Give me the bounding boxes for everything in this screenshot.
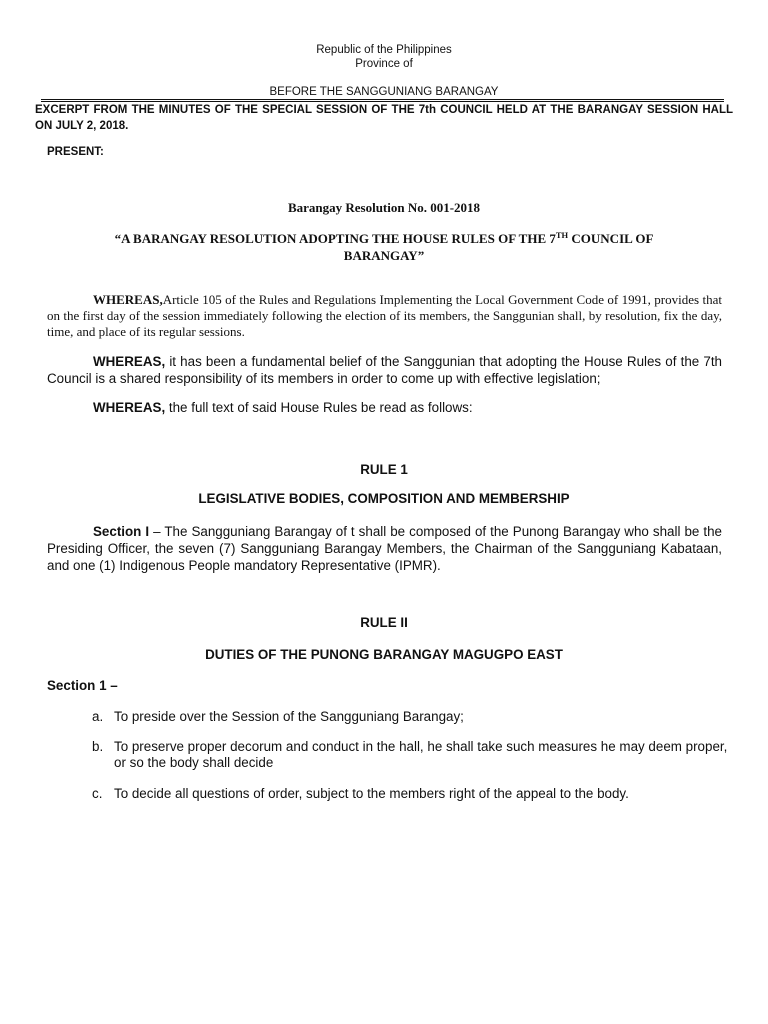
header-province: Province of <box>355 58 413 70</box>
rule1-title: LEGISLATIVE BODIES, COMPOSITION AND MEMBERSHIP <box>198 491 570 506</box>
excerpt-paragraph: EXCERPT FROM THE MINUTES OF THE SPECIAL SESSION OF THE 7th COUNCIL HELD AT THE BARANGAY SESSION HALL ON JULY 2, 2018. <box>35 104 733 132</box>
whereas-text: it has been a fundamental belief of the Sanggunian that adopting the House Rules of the 7th Council is a shared responsibility of its members in order to come up with effective legislation; <box>47 354 722 386</box>
rule2-title: DUTIES OF THE PUNONG BARANGAY MAGUGPO EAST <box>205 647 563 662</box>
whereas-lead: WHEREAS, <box>93 400 166 415</box>
list-marker: c. <box>92 786 103 801</box>
resolution-number: Barangay Resolution No. 001-2018 <box>287 200 481 215</box>
list-item-text: To preserve proper decorum and conduct in the hall, he shall take such measures he may deem proper, or so the body shall decide <box>114 739 728 770</box>
header-before-sanggunian: BEFORE THE SANGGUNIANG BARANGAY <box>269 86 499 98</box>
section-lead: Section I <box>93 524 150 539</box>
duty-list-item <box>92 709 732 725</box>
resolution-title <box>80 230 688 264</box>
header-republic: Republic of the Philippines <box>316 44 452 56</box>
whereas-text: Article 105 of the Rules and Regulations Implementing the Local Government Code of 1991, provides that on the first day of the session immediately following the election of its members, the Sanggunian shall, by resolution, fix the day, time, and place of its regular sessions. <box>47 292 722 339</box>
whereas-text: the full text of said House Rules be read as follows: <box>165 400 473 415</box>
header-divider-top <box>41 99 724 100</box>
whereas-paragraph-1 <box>47 292 722 340</box>
whereas-paragraph-2 <box>47 353 722 387</box>
duty-list-item <box>92 786 732 802</box>
list-item-text: To decide all questions of order, subject to the members right of the appeal to the body. <box>114 786 629 801</box>
list-marker: b. <box>92 739 104 754</box>
whereas-lead: WHEREAS, <box>93 292 163 307</box>
duty-list-item <box>92 739 732 771</box>
section-text: – The Sangguniang Barangay of t shall be composed of the Punong Barangay who shall be the Presiding Officer, the seven (7) Sangguniang Barangay Members, the Chairman of the Sangguniang Kabataan, and one (1) Indigenous People mandatory Representative (IPMR). <box>47 524 722 573</box>
rule1-heading: RULE 1 <box>360 462 408 477</box>
resolution-title-part1: “A BARANGAY RESOLUTION ADOPTING THE HOUSE RULES OF THE 7 <box>114 231 556 246</box>
list-item-text: To preside over the Session of the Sangguniang Barangay; <box>114 709 464 724</box>
present-label: PRESENT: <box>47 146 104 158</box>
resolution-title-part2: COUNCIL OF BARANGAY” <box>343 231 654 263</box>
list-marker: a. <box>92 709 104 724</box>
resolution-title-superscript: TH <box>555 230 569 240</box>
whereas-lead: WHEREAS, <box>93 354 166 369</box>
whereas-paragraph-3 <box>47 399 722 416</box>
rule2-heading: RULE II <box>360 615 408 630</box>
rule2-section1-label: Section 1 – <box>47 678 118 693</box>
rule1-section1-paragraph <box>47 523 722 574</box>
